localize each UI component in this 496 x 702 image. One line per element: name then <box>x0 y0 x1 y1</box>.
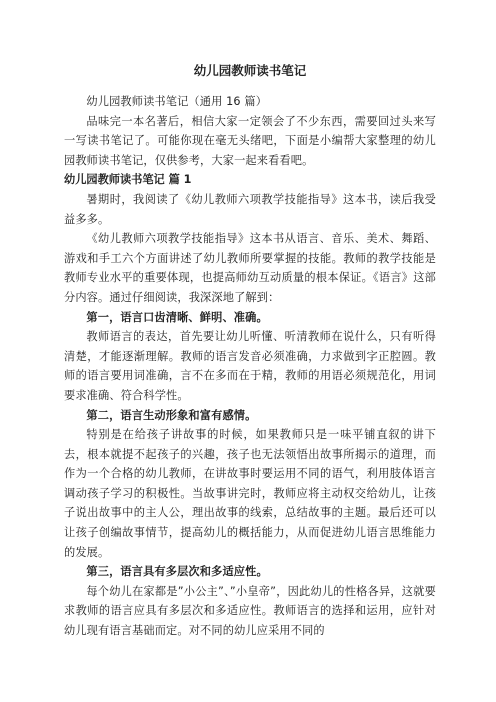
section-heading: 幼儿园教师读书笔记 篇 1 <box>64 173 192 187</box>
point-heading: 第二，语言生动形象和富有感情。 <box>86 408 257 422</box>
body-paragraph: 特别是在给孩子讲故事的时候，如果教师只是一味平铺直叙的讲下去，根本就提不起孩子的兴趣，孩子也无法领悟出故事所揭示的道理，而作为一个合格的幼儿教师，在讲故事时要运用不同的语气，利用肢体语言调动孩子学习的积极性。当故事讲完时，教师应将主动权交给幼儿，让孩子说出故事中的主人公，理出故事的线索，总结故事的主题。最后还可以让孩子创编故事情节，提高幼儿的概括能力，从而促进幼儿语言思维能力的发展。 <box>64 428 436 559</box>
point-heading: 第三，语言具有多层次和多适应性。 <box>86 565 268 579</box>
point-heading: 第一，语言口齿清晰、鲜明、准确。 <box>86 310 268 324</box>
body-paragraph: 每个幼儿在家都是”小公主”、”小皇帝”，因此幼儿的性格各异，这就要求教师的语言应具有多层次和多适应性。教师语言的选择和运用，应针对幼儿现有语言基础而定。对不同的幼儿应采用不同的 <box>64 584 436 638</box>
body-paragraph: 教师语言的表达，首先要让幼儿听懂、听清教师在说什么，只有听得清楚，才能逐渐理解。教师的语言发音必须准确，力求做到字正腔圆。教师的语言要用词准确，言不在多而在于精，教师的用语必须规范化，用词要求准确、符合科学性。 <box>64 330 436 402</box>
intro-paragraph: 品味完一本名著后，相信大家一定领会了不少东西，需要回过头来写一写读书笔记了。可能你现在毫无头绪吧，下面是小编帮大家整理的幼儿园教师读书笔记，仅供参考，大家一起来看看吧。 <box>64 114 436 167</box>
body-paragraph: 《幼儿教师六项教学技能指导》这本书从语言、音乐、美术、舞蹈、游戏和手工六个方面讲述了幼儿教师所要掌握的技能。教师的教学技能是教师专业水平的重要体现，也提高师幼互动质量的根本保证。《语言》这部分内容。通过仔细阅读，我深深地了解到： <box>64 232 436 304</box>
subtitle-paragraph: 幼儿园教师读书笔记（通用 16 篇） <box>86 95 268 108</box>
document-title: 幼儿园教师读书笔记 <box>193 63 307 78</box>
body-paragraph: 暑期时，我阅读了《幼儿教师六项教学技能指导》这本书，读后我受益多多。 <box>64 192 436 226</box>
